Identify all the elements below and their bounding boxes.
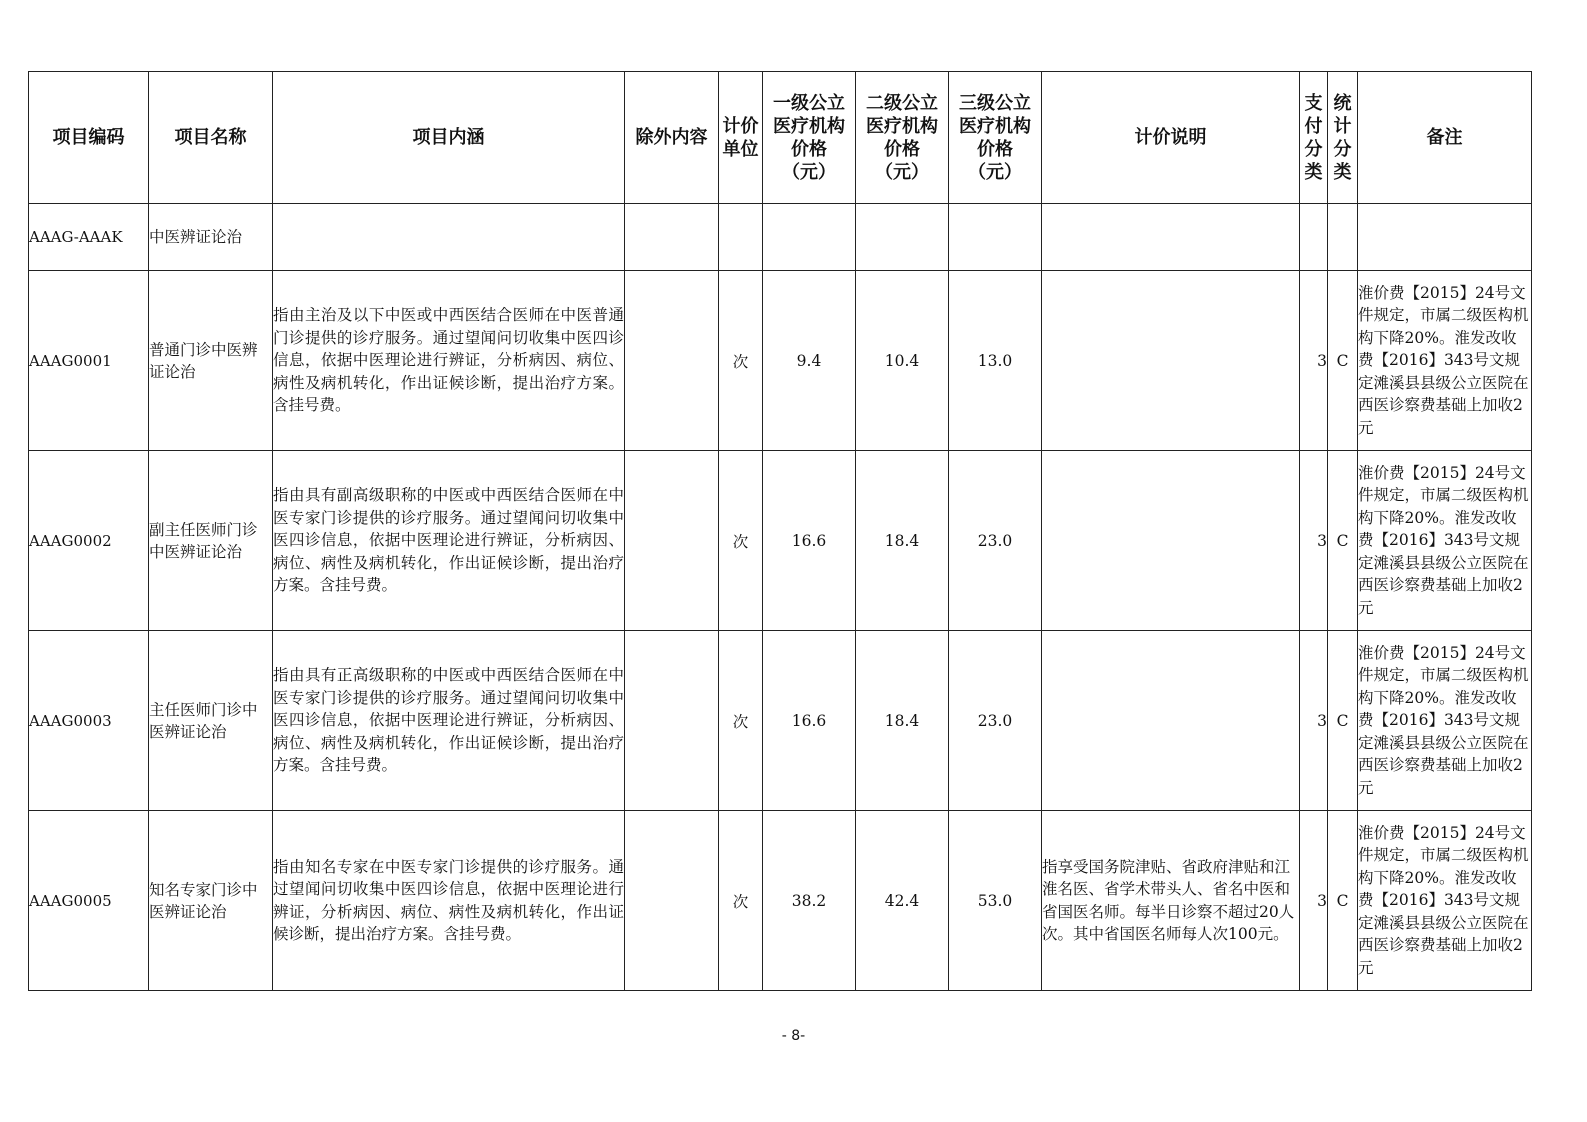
item-pricing-note	[1042, 271, 1300, 451]
page-number: - 8-	[781, 1028, 806, 1044]
item-excluded	[625, 811, 719, 991]
item-unit: 次	[719, 631, 763, 811]
item-level2-price: 10.4	[856, 271, 949, 451]
item-code: AAAG0005	[29, 811, 149, 991]
item-statistics: C	[1328, 811, 1358, 991]
item-remarks: 淮价费【2015】24号文件规定，市属二级医构机构下降20%。淮发改收费【2016】343号文规定滩溪县县级公立医院在西医诊察费基础上加收2元	[1358, 271, 1532, 451]
item-remarks: 淮价费【2015】24号文件规定，市属二级医构机构下降20%。淮发改收费【2016】343号文规定滩溪县县级公立医院在西医诊察费基础上加收2元	[1358, 811, 1532, 991]
item-unit: 次	[719, 451, 763, 631]
item-name: 副主任医师门诊中医辨证论治	[149, 451, 273, 631]
item-remarks: 淮价费【2015】24号文件规定，市属二级医构机构下降20%。淮发改收费【2016】343号文规定滩溪县县级公立医院在西医诊察费基础上加收2元	[1358, 451, 1532, 631]
header-content: 项目内涵	[273, 72, 625, 204]
header-remarks: 备注	[1358, 72, 1532, 204]
item-payment: 3	[1300, 631, 1328, 811]
item-content: 指由具有副高级职称的中医或中西医结合医师在中医专家门诊提供的诊疗服务。通过望闻问切收集中医四诊信息，依据中医理论进行辨证，分析病因、病位、病性及病机转化，作出证候诊断，提出治疗方案。含挂号费。	[273, 451, 625, 631]
item-content: 指由主治及以下中医或中西医结合医师在中医普通门诊提供的诊疗服务。通过望闻问切收集中医四诊信息，依据中医理论进行辨证，分析病因、病位、病性及病机转化，作出证候诊断，提出治疗方案。含挂号费。	[273, 271, 625, 451]
section-code: AAAG-AAAK	[29, 204, 149, 271]
item-content: 指由知名专家在中医专家门诊提供的诊疗服务。通过望闻问切收集中医四诊信息，依据中医理论进行辨证，分析病因、病位、病性及病机转化，作出证候诊断，提出治疗方案。含挂号费。	[273, 811, 625, 991]
table-row	[29, 451, 1532, 631]
table-row	[29, 631, 1532, 811]
item-level1-price: 16.6	[763, 631, 856, 811]
price-table	[28, 71, 1532, 991]
item-payment: 3	[1300, 811, 1328, 991]
item-payment: 3	[1300, 271, 1328, 451]
item-pricing-note	[1042, 451, 1300, 631]
item-content: 指由具有正高级职称的中医或中西医结合医师在中医专家门诊提供的诊疗服务。通过望闻问切收集中医四诊信息，依据中医理论进行辨证，分析病因、病位、病性及病机转化，作出证候诊断，提出治疗方案。含挂号费。	[273, 631, 625, 811]
section-name: 中医辨证论治	[149, 204, 273, 271]
header-payment: 支付分类	[1300, 72, 1328, 204]
item-level3-price: 23.0	[949, 631, 1042, 811]
item-level2-price: 42.4	[856, 811, 949, 991]
item-name: 普通门诊中医辨证论治	[149, 271, 273, 451]
header-level2-price: 二级公立医疗机构价格（元）	[856, 72, 949, 204]
item-statistics: C	[1328, 451, 1358, 631]
item-statistics: C	[1328, 271, 1358, 451]
header-code: 项目编码	[29, 72, 149, 204]
item-statistics: C	[1328, 631, 1358, 811]
item-level2-price: 18.4	[856, 631, 949, 811]
header-name: 项目名称	[149, 72, 273, 204]
header-pricing-note: 计价说明	[1042, 72, 1300, 204]
item-code: AAAG0003	[29, 631, 149, 811]
header-level1-price: 一级公立医疗机构价格（元）	[763, 72, 856, 204]
item-code: AAAG0002	[29, 451, 149, 631]
table-row	[29, 811, 1532, 991]
item-pricing-note	[1042, 631, 1300, 811]
item-code: AAAG0001	[29, 271, 149, 451]
item-name: 主任医师门诊中医辨证论治	[149, 631, 273, 811]
item-unit: 次	[719, 271, 763, 451]
item-unit: 次	[719, 811, 763, 991]
section-row	[29, 204, 1532, 271]
item-payment: 3	[1300, 451, 1328, 631]
header-row	[29, 72, 1532, 204]
table-row	[29, 271, 1532, 451]
item-level3-price: 53.0	[949, 811, 1042, 991]
item-remarks: 淮价费【2015】24号文件规定，市属二级医构机构下降20%。淮发改收费【2016】343号文规定滩溪县县级公立医院在西医诊察费基础上加收2元	[1358, 631, 1532, 811]
header-statistics: 统计分类	[1328, 72, 1358, 204]
header-level3-price: 三级公立医疗机构价格（元）	[949, 72, 1042, 204]
item-name: 知名专家门诊中医辨证论治	[149, 811, 273, 991]
header-unit: 计价单位	[719, 72, 763, 204]
item-excluded	[625, 271, 719, 451]
item-level1-price: 16.6	[763, 451, 856, 631]
item-excluded	[625, 631, 719, 811]
item-pricing-note: 指享受国务院津贴、省政府津贴和江淮名医、省学术带头人、省名中医和省国医名师。每半日诊察不超过20人次。其中省国医名师每人次100元。	[1042, 811, 1300, 991]
header-excluded: 除外内容	[625, 72, 719, 204]
item-level1-price: 9.4	[763, 271, 856, 451]
item-level1-price: 38.2	[763, 811, 856, 991]
item-level3-price: 23.0	[949, 451, 1042, 631]
item-level2-price: 18.4	[856, 451, 949, 631]
item-level3-price: 13.0	[949, 271, 1042, 451]
item-excluded	[625, 451, 719, 631]
